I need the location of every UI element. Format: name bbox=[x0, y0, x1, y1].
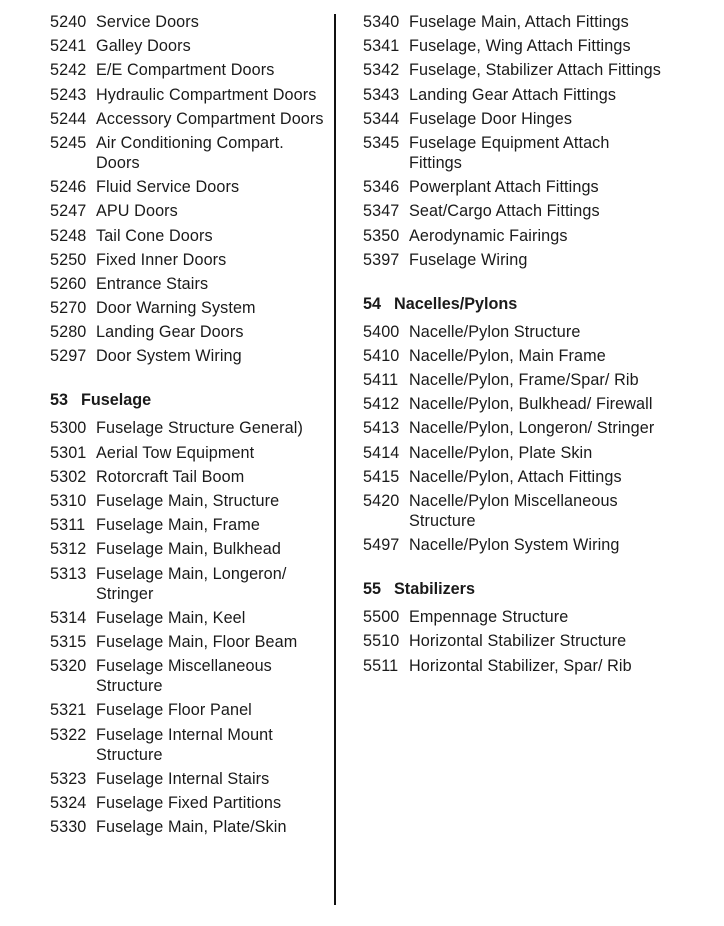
entry-5243 bbox=[50, 85, 325, 105]
entry-title: Empennage Structure bbox=[409, 608, 569, 627]
entry-code: 5313 bbox=[50, 564, 87, 583]
entry-code: 5341 bbox=[363, 37, 400, 56]
entry-code: 5260 bbox=[50, 274, 87, 293]
entry-5270 bbox=[50, 298, 325, 318]
entry-5300 bbox=[50, 418, 325, 438]
entry-title: Fuselage Miscellaneous Structure bbox=[96, 657, 272, 696]
section-name: Stabilizers bbox=[394, 580, 475, 599]
entry-code: 5300 bbox=[50, 419, 87, 438]
entry-title: Fuselage Fixed Partitions bbox=[96, 793, 282, 812]
entry-code: 5310 bbox=[50, 492, 87, 510]
entry-code: 5270 bbox=[50, 299, 87, 318]
entry-title: Fuselage Equipment Attach Fittings bbox=[409, 133, 610, 172]
left-column bbox=[50, 12, 325, 841]
section-name: Nacelles/Pylons bbox=[394, 294, 518, 313]
entry-title: Fuselage, Stabilizer Attach Fittings bbox=[409, 61, 661, 80]
entry-title: Fuselage Door Hinges bbox=[409, 109, 573, 128]
entry-code: 5244 bbox=[50, 109, 87, 128]
entry-title: Nacelle/Pylon System Wiring bbox=[409, 536, 620, 555]
entry-code: 5344 bbox=[363, 109, 400, 128]
entry-title: Nacelle/Pylon, Attach Fittings bbox=[409, 467, 622, 486]
entry-title: Accessory Compartment Doors bbox=[96, 109, 324, 128]
entry-code: 5411 bbox=[363, 371, 399, 390]
entry-5320 bbox=[50, 656, 325, 696]
entry-title: Nacelle/Pylon, Bulkhead/ Firewall bbox=[409, 395, 653, 414]
entry-code: 5400 bbox=[363, 322, 400, 341]
entry-list-top-right bbox=[363, 12, 663, 270]
entry-5297 bbox=[50, 346, 325, 366]
entry-title: Aerial Tow Equipment bbox=[96, 443, 255, 462]
entry-code: 5240 bbox=[50, 13, 87, 31]
entry-5420 bbox=[363, 491, 663, 531]
entry-code: 5342 bbox=[363, 61, 400, 80]
entry-5397 bbox=[363, 250, 663, 270]
entry-5330 bbox=[50, 817, 325, 837]
right-column bbox=[363, 12, 663, 680]
entry-list-55 bbox=[363, 607, 663, 675]
entry-5341 bbox=[363, 36, 663, 56]
entry-title: Nacelle/Pylon, Longeron/ Stringer bbox=[409, 419, 655, 438]
entry-5414 bbox=[363, 443, 663, 463]
entry-5342 bbox=[363, 60, 663, 80]
entry-title: Fuselage Internal Mount Structure bbox=[96, 725, 273, 764]
entry-title: Hydraulic Compartment Doors bbox=[96, 85, 317, 104]
entry-title: Fuselage Main, Keel bbox=[96, 608, 246, 627]
entry-code: 5315 bbox=[50, 632, 87, 651]
entry-code: 5248 bbox=[50, 226, 87, 245]
entry-code: 5350 bbox=[363, 226, 400, 245]
entry-code: 5245 bbox=[50, 133, 87, 152]
entry-title: Seat/Cargo Attach Fittings bbox=[409, 202, 600, 221]
entry-code: 5343 bbox=[363, 85, 400, 104]
entry-5511 bbox=[363, 656, 663, 676]
entry-5412 bbox=[363, 394, 663, 414]
entry-code: 5324 bbox=[50, 793, 87, 812]
section-number: 53 bbox=[50, 391, 69, 410]
section-number: 54 bbox=[363, 294, 382, 313]
entry-5260 bbox=[50, 274, 325, 294]
entry-5250 bbox=[50, 250, 325, 270]
entry-5240 bbox=[50, 12, 325, 32]
entry-title: Rotorcraft Tail Boom bbox=[96, 467, 245, 486]
entry-title: Fixed Inner Doors bbox=[96, 250, 227, 269]
section-number: 55 bbox=[363, 580, 382, 599]
entry-title: Landing Gear Attach Fittings bbox=[409, 85, 617, 104]
entry-code: 5340 bbox=[363, 13, 400, 31]
entry-title: Fuselage Main, Plate/Skin bbox=[96, 818, 287, 837]
entry-title: Fuselage Wiring bbox=[409, 250, 528, 269]
entry-title: Door System Wiring bbox=[96, 347, 242, 366]
entry-5313 bbox=[50, 564, 325, 604]
entry-code: 5330 bbox=[50, 818, 87, 837]
entry-code: 5420 bbox=[363, 492, 400, 510]
entry-code: 5242 bbox=[50, 61, 87, 80]
entry-list-53 bbox=[50, 418, 325, 837]
entry-5311 bbox=[50, 515, 325, 535]
entry-code: 5314 bbox=[50, 608, 87, 627]
entry-code: 5243 bbox=[50, 85, 87, 104]
section-heading-55 bbox=[363, 579, 663, 599]
entry-code: 5346 bbox=[363, 178, 400, 197]
entry-title: Fuselage Main, Frame bbox=[96, 516, 260, 535]
entry-code: 5510 bbox=[363, 632, 400, 651]
entry-5345 bbox=[363, 133, 663, 173]
entry-title: Nacelle/Pylon, Frame/Spar/ Rib bbox=[409, 371, 639, 390]
entry-5315 bbox=[50, 632, 325, 652]
entry-5343 bbox=[363, 85, 663, 105]
entry-5340 bbox=[363, 12, 663, 32]
entry-5314 bbox=[50, 608, 325, 628]
entry-5324 bbox=[50, 793, 325, 813]
entry-title: Fuselage Structure General) bbox=[96, 419, 303, 438]
entry-title: Fuselage Internal Stairs bbox=[96, 769, 270, 788]
entry-title: APU Doors bbox=[96, 202, 178, 221]
entry-code: 5412 bbox=[363, 395, 400, 414]
entry-title: Fuselage Main, Attach Fittings bbox=[409, 13, 629, 31]
entry-title: Fuselage Main, Longeron/ Stringer bbox=[96, 564, 287, 603]
entry-title: Powerplant Attach Fittings bbox=[409, 178, 599, 197]
entry-5510 bbox=[363, 631, 663, 651]
entry-code: 5323 bbox=[50, 769, 87, 788]
entry-5241 bbox=[50, 36, 325, 56]
entry-code: 5320 bbox=[50, 657, 87, 676]
entry-code: 5321 bbox=[50, 701, 87, 720]
entry-code: 5297 bbox=[50, 347, 87, 366]
entry-title: Nacelle/Pylon, Plate Skin bbox=[409, 443, 593, 462]
entry-5247 bbox=[50, 201, 325, 221]
entry-title: Fuselage Main, Structure bbox=[96, 492, 280, 510]
entry-title: Entrance Stairs bbox=[96, 274, 209, 293]
entry-code: 5413 bbox=[363, 419, 400, 438]
entry-5280 bbox=[50, 322, 325, 342]
entry-5410 bbox=[363, 346, 663, 366]
entry-5411 bbox=[363, 370, 663, 390]
entry-5245 bbox=[50, 133, 325, 173]
entry-code: 5250 bbox=[50, 250, 87, 269]
entry-5497 bbox=[363, 535, 663, 555]
entry-code: 5312 bbox=[50, 540, 87, 559]
entry-5248 bbox=[50, 226, 325, 246]
entry-title: Fuselage, Wing Attach Fittings bbox=[409, 37, 631, 56]
entry-5322 bbox=[50, 725, 325, 765]
entry-5244 bbox=[50, 109, 325, 129]
entry-code: 5397 bbox=[363, 250, 400, 269]
entry-title: Horizontal Stabilizer Structure bbox=[409, 632, 627, 651]
entry-code: 5241 bbox=[50, 37, 87, 56]
entry-title: Nacelle/Pylon, Main Frame bbox=[409, 346, 606, 365]
entry-code: 5511 bbox=[363, 656, 399, 675]
entry-5242 bbox=[50, 60, 325, 80]
entry-title: E/E Compartment Doors bbox=[96, 61, 275, 80]
entry-code: 5500 bbox=[363, 608, 400, 627]
entry-title: Galley Doors bbox=[96, 37, 191, 56]
entry-5246 bbox=[50, 177, 325, 197]
entry-5323 bbox=[50, 769, 325, 789]
section-heading-54 bbox=[363, 294, 663, 314]
entry-title: Air Conditioning Compart. Doors bbox=[96, 133, 284, 172]
section-name: Fuselage bbox=[81, 391, 152, 410]
entry-title: Service Doors bbox=[96, 13, 199, 31]
entry-title: Fuselage Floor Panel bbox=[96, 701, 252, 720]
entry-5346 bbox=[363, 177, 663, 197]
entry-5415 bbox=[363, 467, 663, 487]
section-heading-53 bbox=[50, 390, 325, 410]
entry-5321 bbox=[50, 700, 325, 720]
entry-code: 5415 bbox=[363, 467, 400, 486]
entry-code: 5322 bbox=[50, 725, 87, 744]
entry-code: 5410 bbox=[363, 346, 400, 365]
entry-title: Horizontal Stabilizer, Spar/ Rib bbox=[409, 656, 632, 675]
entry-5301 bbox=[50, 443, 325, 463]
entry-5302 bbox=[50, 467, 325, 487]
entry-5344 bbox=[363, 109, 663, 129]
entry-title: Landing Gear Doors bbox=[96, 323, 244, 342]
entry-title: Aerodynamic Fairings bbox=[409, 226, 568, 245]
entry-code: 5247 bbox=[50, 202, 87, 221]
entry-5312 bbox=[50, 539, 325, 559]
entry-list-top-left bbox=[50, 12, 325, 366]
entry-title: Nacelle/Pylon Miscellaneous Structure bbox=[409, 492, 618, 530]
entry-5500 bbox=[363, 607, 663, 627]
entry-5310 bbox=[50, 491, 325, 511]
entry-title: Nacelle/Pylon Structure bbox=[409, 322, 581, 341]
entry-code: 5301 bbox=[50, 443, 87, 462]
entry-code: 5345 bbox=[363, 133, 400, 152]
entry-code: 5302 bbox=[50, 467, 87, 486]
column-divider bbox=[334, 14, 336, 905]
entry-title: Fuselage Main, Bulkhead bbox=[96, 540, 281, 559]
entry-code: 5347 bbox=[363, 202, 400, 221]
entry-5413 bbox=[363, 418, 663, 438]
entry-title: Door Warning System bbox=[96, 299, 256, 318]
entry-code: 5246 bbox=[50, 178, 87, 197]
entry-code: 5414 bbox=[363, 443, 400, 462]
entry-list-54 bbox=[363, 322, 663, 556]
entry-title: Fluid Service Doors bbox=[96, 178, 240, 197]
entry-title: Tail Cone Doors bbox=[96, 226, 213, 245]
entry-code: 5280 bbox=[50, 323, 87, 342]
entry-code: 5311 bbox=[50, 516, 86, 535]
entry-code: 5497 bbox=[363, 536, 400, 555]
entry-5350 bbox=[363, 226, 663, 246]
entry-title: Fuselage Main, Floor Beam bbox=[96, 632, 298, 651]
entry-5400 bbox=[363, 322, 663, 342]
entry-5347 bbox=[363, 201, 663, 221]
